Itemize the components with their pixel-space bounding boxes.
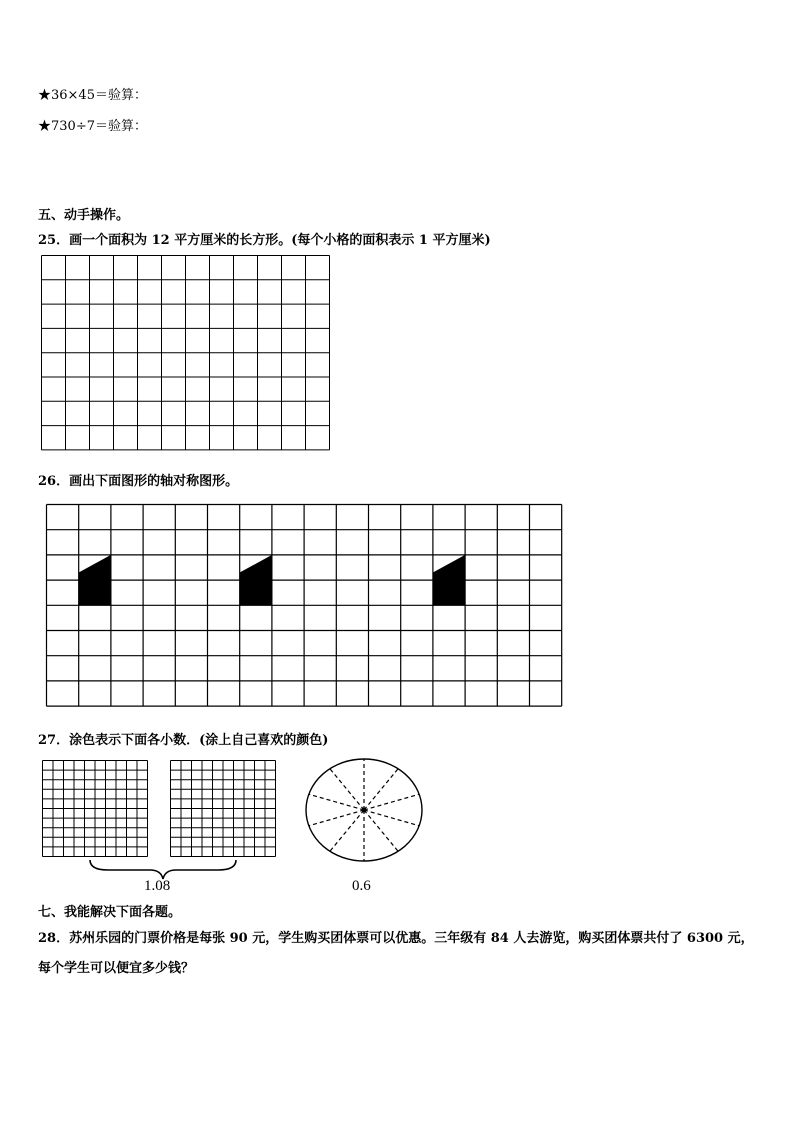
label-1-08: 1.08 xyxy=(144,878,171,894)
symmetry-grid-26[interactable] xyxy=(46,504,566,708)
circle-divider xyxy=(330,810,364,851)
square-grid-25[interactable] xyxy=(41,255,331,453)
circle-divider xyxy=(364,810,398,851)
circle-divider xyxy=(309,810,364,826)
curly-brace xyxy=(88,858,238,880)
shaded-quadrilateral xyxy=(79,555,111,605)
divided-circle[interactable] xyxy=(304,757,424,869)
label-0-6: 0.6 xyxy=(352,878,371,894)
question-25-text: 25．画一个面积为 12 平方厘米的长方形。(每个小格的面积表示 1 平方厘米) xyxy=(38,233,491,248)
hundred-grid-1[interactable] xyxy=(42,760,148,858)
section-7-heading: 七、我能解决下面各题。 xyxy=(38,905,182,920)
hundred-grid-2[interactable] xyxy=(170,760,276,858)
calc-question-1: ★36×45＝验算： xyxy=(38,88,147,103)
section-5-heading: 五、动手操作。 xyxy=(38,208,130,223)
question-28-line-1: 28．苏州乐园的门票价格是每张 90 元，学生购买团体票可以优惠。三年级有 84 人去游览，购买团体票共付了 6300 元， xyxy=(38,931,754,946)
circle-divider xyxy=(330,769,364,810)
shaded-quadrilateral xyxy=(240,555,272,605)
circle-divider xyxy=(364,794,419,810)
question-27-text: 27．涂色表示下面各小数．(涂上自己喜欢的颜色) xyxy=(38,733,329,748)
circle-center xyxy=(362,808,367,813)
circle-divider xyxy=(364,810,419,826)
circle-divider xyxy=(364,769,398,810)
question-28-line-2: 每个学生可以便宜多少钱？ xyxy=(38,961,195,976)
shaded-quadrilateral xyxy=(433,555,465,605)
calc-question-2: ★730÷7＝验算： xyxy=(38,119,147,134)
question-26-text: 26．画出下面图形的轴对称图形。 xyxy=(38,474,239,489)
circle-divider xyxy=(309,794,364,810)
